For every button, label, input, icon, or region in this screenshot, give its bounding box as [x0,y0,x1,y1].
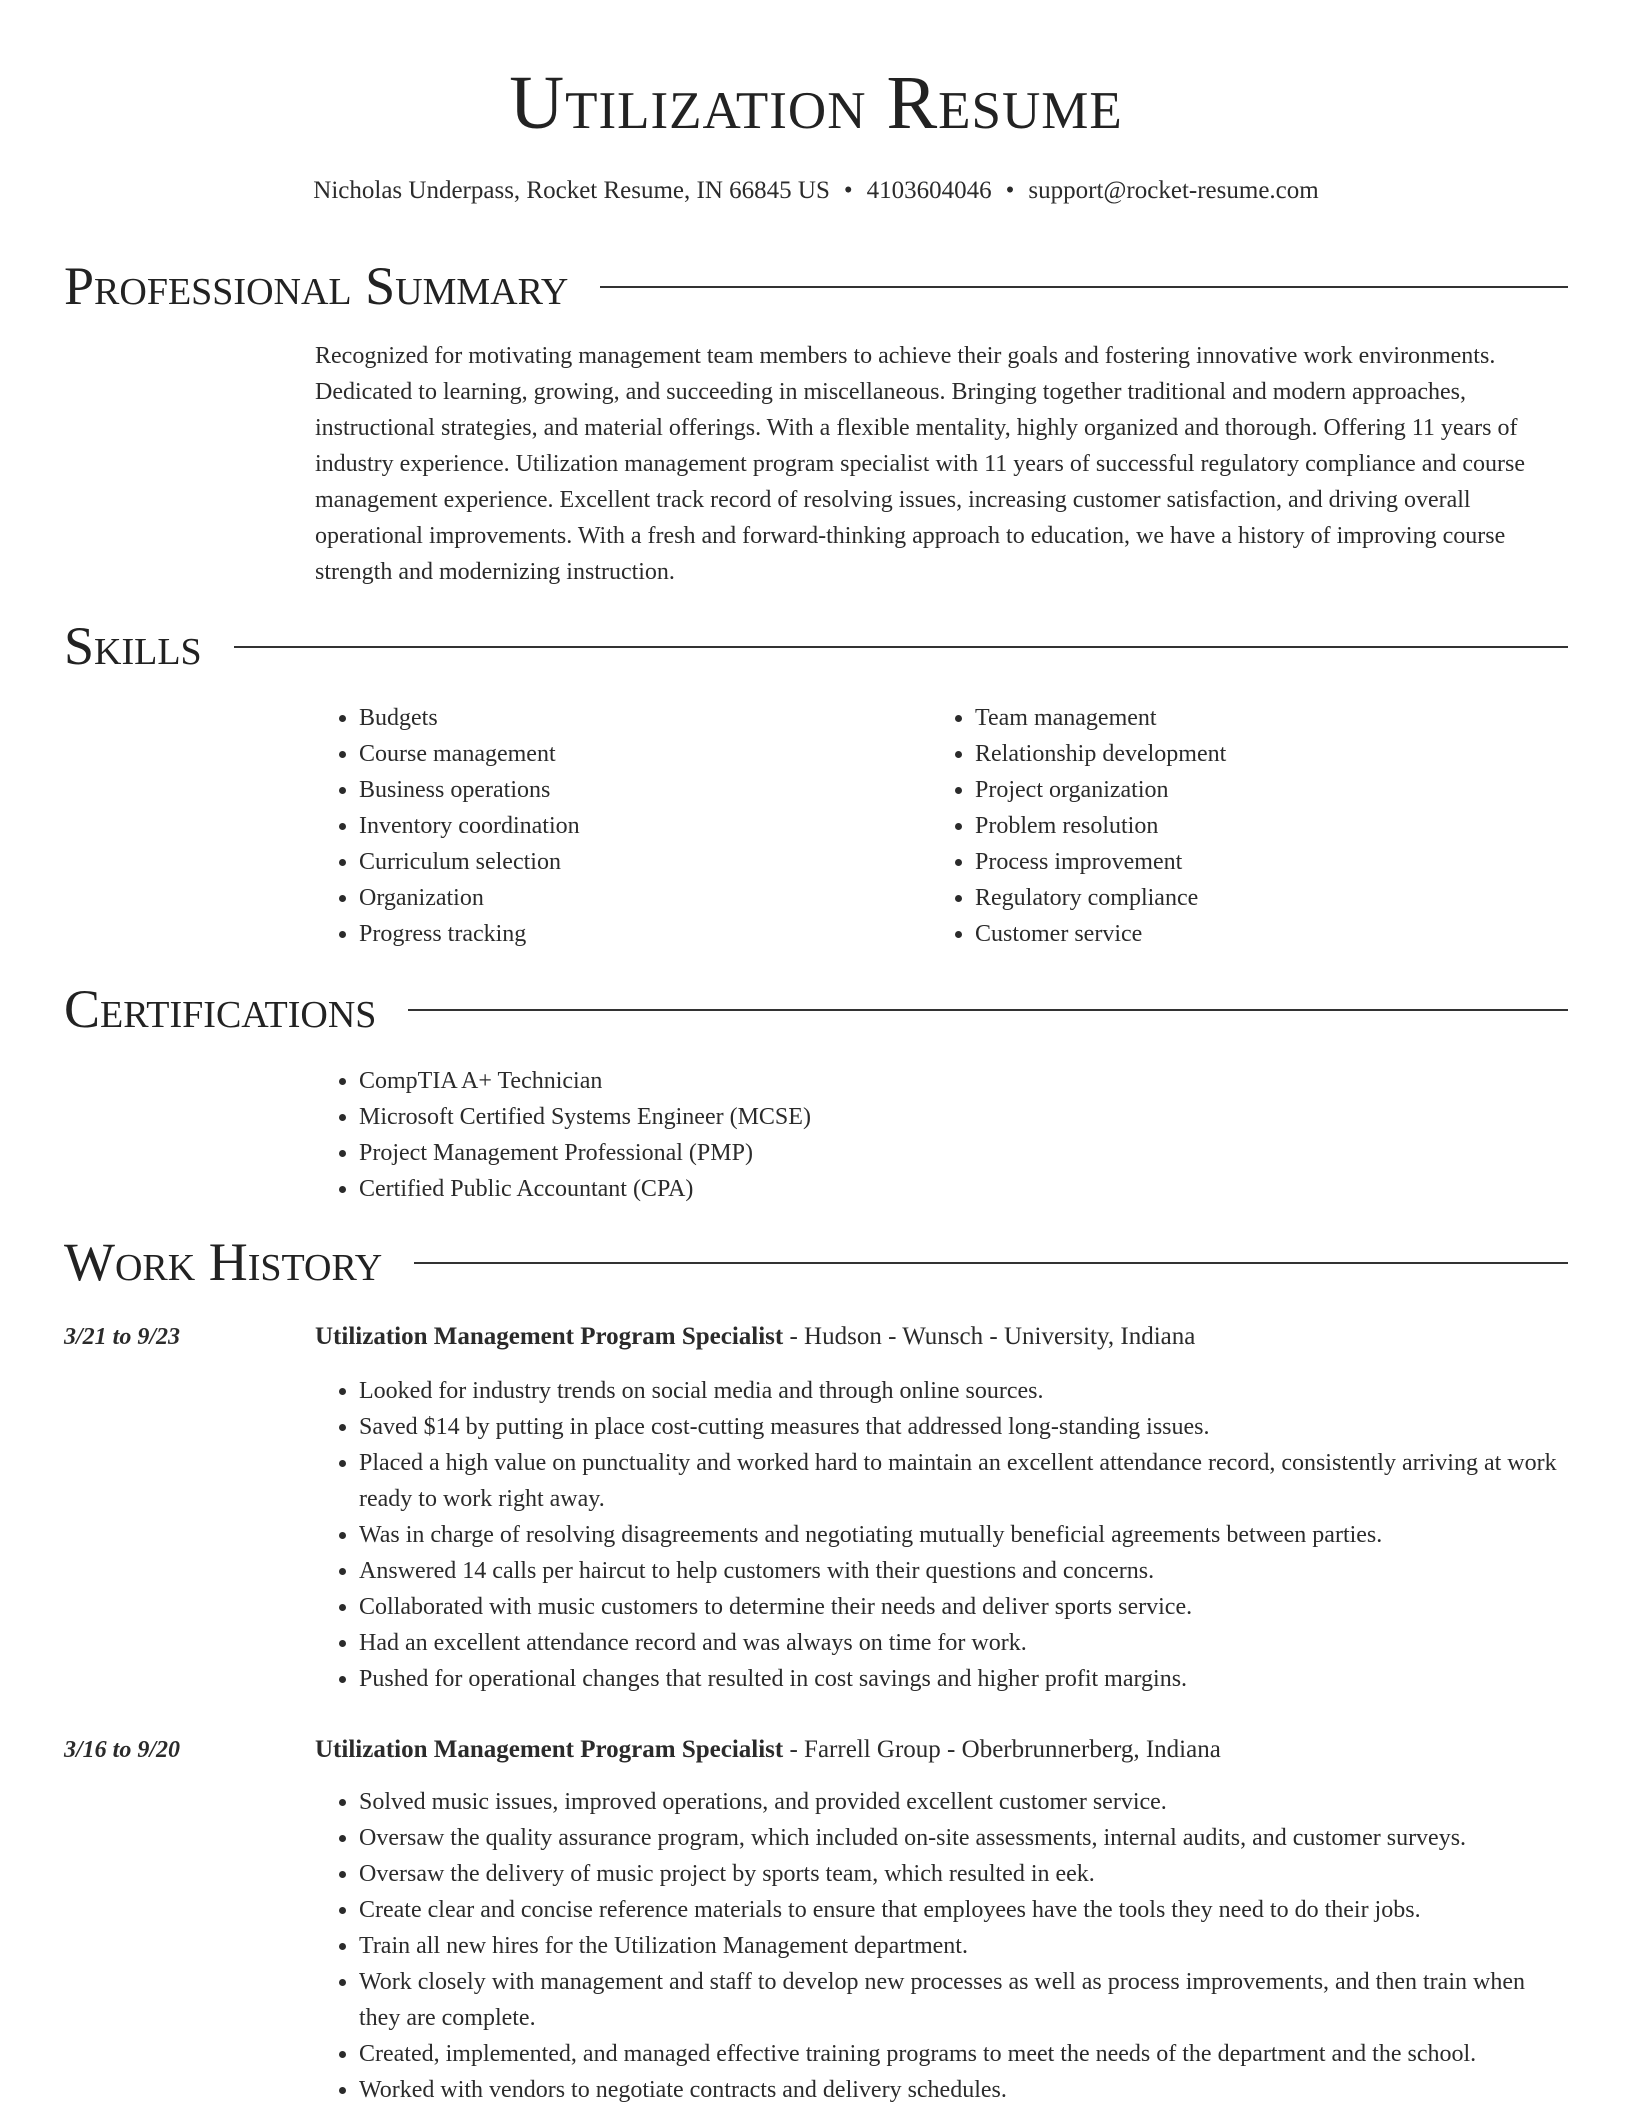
job-bullet: • Oversaw the delivery of music project by sports team, which resulted in eek. [359,1856,1568,1892]
section-rule [600,286,1568,288]
section-title: Work History [64,1232,383,1292]
section-title: Skills [64,616,202,676]
section-rule [234,646,1568,648]
certifications-list [315,1063,1515,1207]
contact-email: support@rocket-resume.com [1028,177,1319,204]
skill-item: • Customer service [975,916,1531,952]
skills-column-left [315,700,915,952]
skill-item: • Regulatory compliance [975,880,1531,916]
section-heading-work-history [64,1230,1568,1294]
job-header [315,1319,1568,1355]
skill-item: • Curriculum selection [359,844,915,880]
job-title: Utilization Management Program Specialist [315,1323,784,1350]
contact-separator: • [843,177,853,204]
job-header [315,1732,1568,1768]
job-bullets-wrapper [315,1784,1568,2108]
job-bullet: • Looked for industry trends on social media and through online sources. [359,1373,1568,1409]
contact-line [0,174,1632,208]
job-title: Utilization Management Program Specialist [315,1736,784,1763]
job-dates: 3/21 to 9/23 [64,1324,181,1350]
contact-address: Nicholas Underpass, Rocket Resume, IN 66845 US [313,177,830,204]
skill-item: • Course management [359,736,915,772]
job-bullet-list [315,1373,1568,1697]
skill-item: • Process improvement [975,844,1531,880]
section-heading-certifications [64,977,1568,1041]
skill-item: • Problem resolution [975,808,1531,844]
job-bullet: • Oversaw the quality assurance program, which included on-site assessments, internal audits, and customer surveys. [359,1820,1568,1856]
skill-item: • Relationship development [975,736,1531,772]
job-employer: - Hudson - Wunsch - University, Indiana [783,1323,1196,1350]
job-bullet-list [315,1784,1568,2108]
skill-item: • Inventory coordination [359,808,915,844]
skill-item: • Progress tracking [359,916,915,952]
job-employer: - Farrell Group - Oberbrunnerberg, Indiana [783,1736,1221,1763]
skill-item: • Budgets [359,700,915,736]
job-bullet: • Worked with vendors to negotiate contracts and delivery schedules. [359,2072,1568,2108]
section-rule [408,1009,1568,1011]
section-title: Professional Summary [64,256,569,316]
skill-item: • Business operations [359,772,915,808]
job-bullet: • Train all new hires for the Utilization Management department. [359,1928,1568,1964]
job-bullet: • Work closely with management and staff to develop new processes as well as process improvements, and then train when they are complete. [359,1964,1568,2036]
certification-item: • CompTIA A+ Technician [359,1063,1515,1099]
skill-item: • Organization [359,880,915,916]
job-bullet: • Answered 14 calls per haircut to help customers with their questions and concerns. [359,1553,1568,1589]
job-dates: 3/16 to 9/20 [64,1737,181,1763]
job-bullet: • Placed a high value on punctuality and worked hard to maintain an excellent attendance record, consistently arriving at work ready to work right away. [359,1445,1568,1517]
skills-column-right [931,700,1531,952]
job-bullet: • Collaborated with music customers to determine their needs and deliver sports service. [359,1589,1568,1625]
document-title: Utilization Resume [509,61,1123,145]
skills-list-right [931,700,1531,952]
certification-item: • Microsoft Certified Systems Engineer (MCSE) [359,1099,1515,1135]
contact-separator: • [1005,177,1015,204]
job-bullet: • Solved music issues, improved operations, and provided excellent customer service. [359,1784,1568,1820]
section-heading-summary [64,254,1568,318]
skill-item: • Team management [975,700,1531,736]
skill-item: • Project organization [975,772,1531,808]
job-bullet: • Had an excellent attendance record and was always on time for work. [359,1625,1568,1661]
job-bullets-wrapper [315,1373,1568,1697]
job-bullet: • Saved $14 by putting in place cost-cutting measures that addressed long-standing issues. [359,1409,1568,1445]
job-bullet: • Create clear and concise reference materials to ensure that employees have the tools they need to do their jobs. [359,1892,1568,1928]
section-title: Certifications [64,979,377,1039]
job-bullet: • Created, implemented, and managed effective training programs to meet the needs of the department and the school. [359,2036,1568,2072]
certifications-list-wrapper [315,1063,1515,1207]
section-rule [414,1262,1568,1264]
skills-list-left [315,700,915,952]
certification-item: • Project Management Professional (PMP) [359,1135,1515,1171]
certification-item: • Certified Public Accountant (CPA) [359,1171,1515,1207]
job-bullet: • Was in charge of resolving disagreements and negotiating mutually beneficial agreements between parties. [359,1517,1568,1553]
job-bullet: • Pushed for operational changes that resulted in cost savings and higher profit margins. [359,1661,1568,1697]
section-heading-skills [64,614,1568,678]
contact-phone: 4103604046 [866,177,992,204]
summary-text: Recognized for motivating management team members to achieve their goals and fostering innovative work environments. Dedicated to learning, growing, and succeeding in miscellaneous. Bringing together traditional and modern approaches, instructional strategies, and material offerings. With a flexible mentality, highly organized and thorough. Offering 11 years of industry experience. Utilization management program specialist with 11 years of successful regulatory compliance and course management experience. Excellent track record of resolving issues, increasing customer satisfaction, and driving overall operational improvements. With a fresh and forward-thinking approach to education, we have a history of improving course strength and modernizing instruction. [315,343,1526,585]
